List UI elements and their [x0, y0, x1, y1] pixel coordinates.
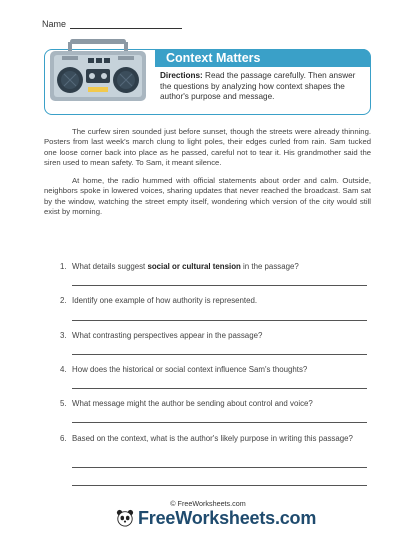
name-label: Name [42, 19, 67, 29]
passage-paragraph: At home, the radio hummed with official statements about order and calm. Outside, neighbors spoke in lowered voices, sharing updates that never reached the broadcast. Sam sat by the window, watching the street empty itself, wondering which version of the city would still exist by morning. [44, 176, 371, 217]
name-field[interactable] [70, 20, 182, 29]
question-text: What contrasting perspectives appear in the passage? [72, 331, 263, 340]
question-number: 1. [60, 262, 67, 271]
question-text: Identify one example of how authority is represented. [72, 296, 258, 305]
footer-copyright: © FreeWorksheets.com [170, 499, 246, 508]
passage-paragraph: The curfew siren sounded just before sunset, though the streets were already thinning. Posters from last week's march clung to light poles, their edges curled from rain. Sam tucked one loose corner back into place as he passed, careful not to tear it. His grandmother said the siren used to mean safety. To Sam, it meant silence. [44, 127, 371, 167]
passage [44, 127, 371, 225]
directions-label: Directions: [160, 71, 203, 80]
logo-rest: Worksheets.com [175, 508, 317, 528]
answer-line[interactable] [72, 388, 367, 389]
logo-free: Free [138, 508, 176, 528]
boombox-icon [48, 37, 148, 103]
footer-logo[interactable] [138, 508, 316, 529]
question-text: Based on the context, what is the author's likely purpose in writing this passage? [72, 434, 353, 443]
question-number: 3. [60, 331, 67, 340]
question-text: How does the historical or social context influence Sam's thoughts? [72, 365, 308, 374]
answer-line[interactable] [72, 485, 367, 486]
answer-line[interactable] [72, 467, 367, 468]
worksheet-title: Context Matters [166, 51, 261, 65]
question-number: 2. [60, 296, 67, 305]
question-text: What details suggest social or cultural tension in the passage? [72, 262, 299, 271]
directions [160, 71, 365, 103]
answer-line[interactable] [72, 422, 367, 423]
name-row [42, 19, 182, 29]
panda-logo-icon [116, 509, 134, 527]
question-number: 4. [60, 365, 67, 374]
directions-text: Read the passage carefully. Then answer the questions by analyzing how context shapes the author's purpose and message. [160, 71, 356, 102]
question-number: 6. [60, 434, 67, 443]
question-emphasis: social or cultural tension [147, 262, 241, 271]
question-text: What message might the author be sending about control and voice? [72, 399, 313, 408]
answer-line[interactable] [72, 285, 367, 286]
answer-line[interactable] [72, 354, 367, 355]
question-number: 5. [60, 399, 67, 408]
answer-line[interactable] [72, 320, 367, 321]
